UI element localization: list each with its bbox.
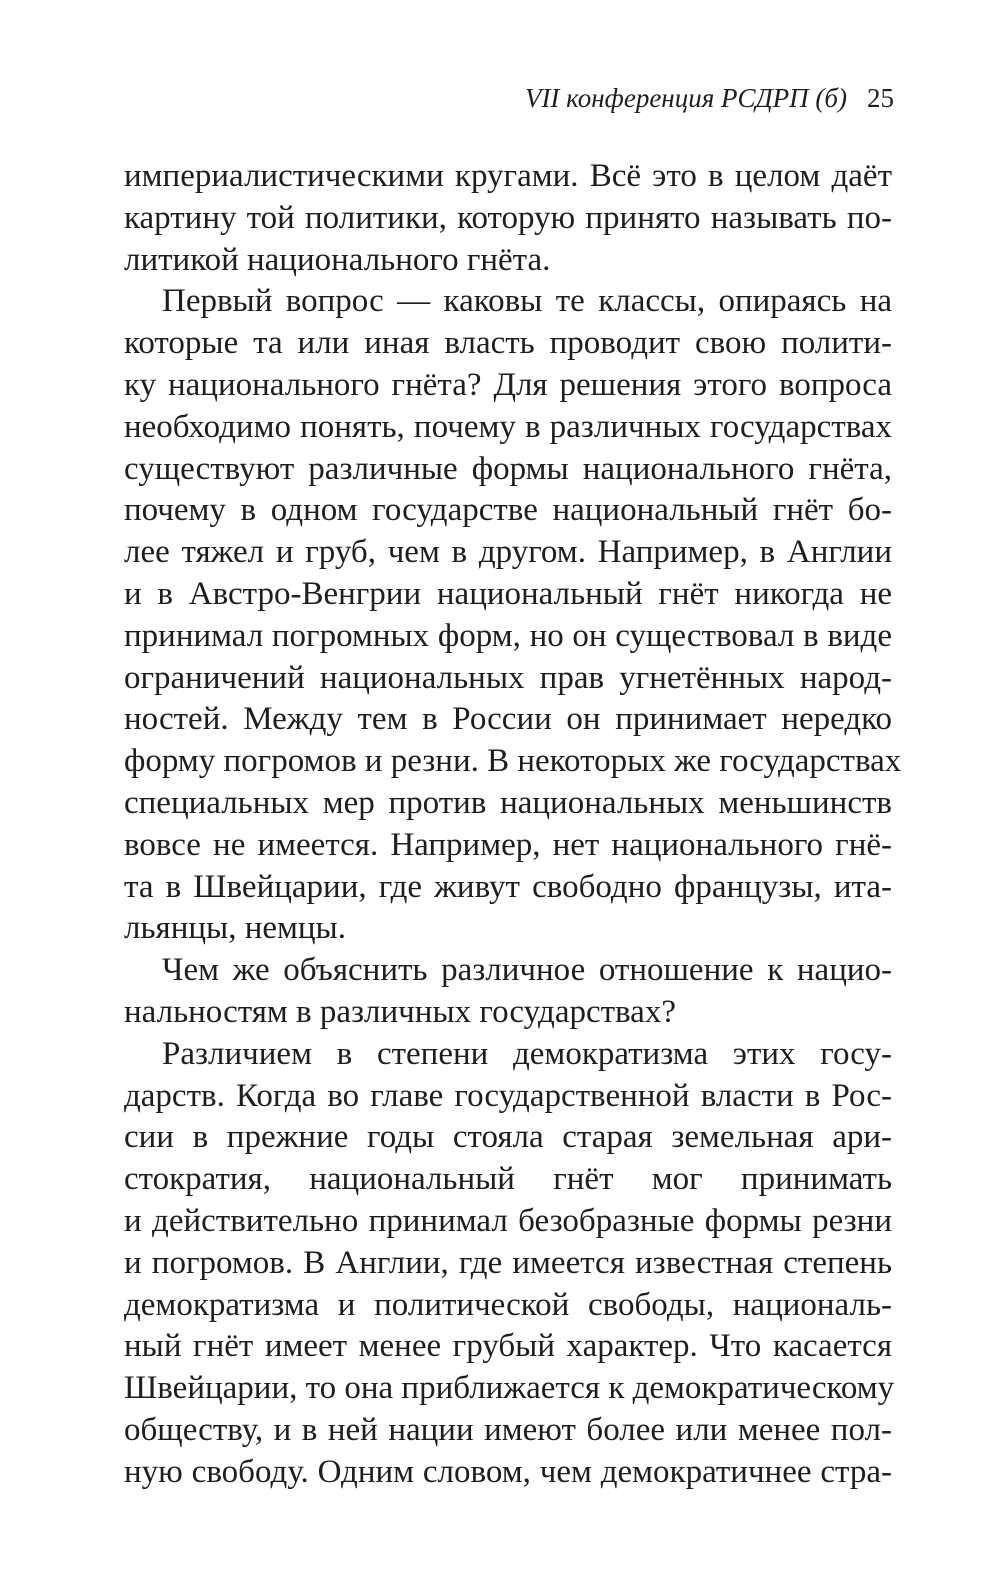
text-line: Первый вопрос — каковы те классы, опираясь на [162,283,892,320]
text-line: обществу, и в ней нации имеют более или менее пол- [124,1411,892,1448]
text-line: принимал погромных форм, но он существовал в виде [124,617,892,654]
text-line: демократизма и политической свободы, националь- [124,1286,892,1323]
text-line: нальностям в различных государствах? [124,993,676,1030]
text-line: ностей. Между тем в России он принимает нередко [124,701,892,738]
page-number: 25 [867,83,894,113]
text-line: та в Швейцарии, где живут свободно французы, ита- [124,868,892,905]
text-line: литикой национального гнёта. [124,241,551,278]
text-line: стократия, национальный гнёт мог принимать [124,1161,892,1198]
text-line: которые та или иная власть проводит свою полити- [124,325,892,362]
text-line: форму погромов и резни. В некоторых же государствах [124,743,902,780]
text-line: и погромов. В Англии, где имеется известная степень [124,1244,892,1281]
text-line: необходимо понять, почему в различных государствах [124,408,892,445]
running-head [525,78,894,118]
text-line: дарств. Когда во главе государственной власти в Рос- [124,1077,892,1114]
text-line: Чем же объяснить различное отношение к нацио- [162,952,892,989]
text-line: ограничений национальных прав угнетённых народ- [124,659,892,696]
text-line: ку национального гнёта? Для решения этого вопроса [124,366,892,403]
text-line: Различием в степени демократизма этих госу- [162,1035,892,1072]
text-line: лее тяжел и груб, чем в другом. Например, в Англии [124,534,892,571]
text-line: вовсе не имеется. Например, нет национального гнё- [124,826,892,863]
text-line: ный гнёт имеет менее грубый характер. Что касается [124,1328,892,1365]
text-line: почему в одном государстве национальный гнёт бо- [124,492,892,529]
text-line: и действительно принимал безобразные формы резни [124,1202,892,1239]
text-line: картину той политики, которую принято называть по- [124,199,892,236]
text-line: существуют различные формы национального гнёта, [124,450,892,487]
body-text [124,156,902,1494]
text-line: Швейцарии, то она приближается к демократическому [124,1370,895,1407]
text-line: ную свободу. Одним словом, чем демократичнее стра- [124,1453,892,1490]
text-line: сии в прежние годы стояла старая земельная ари- [124,1119,892,1156]
text-line: и в Австро-Венгрии национальный гнёт никогда не [124,575,892,612]
text-line: льянцы, немцы. [124,910,346,947]
running-title: VII конференция РСДРП (б) [524,83,847,113]
text-line: специальных мер против национальных меньшинств [124,784,892,821]
text-line: империалистическими кругами. Всё это в целом даёт [124,158,892,194]
